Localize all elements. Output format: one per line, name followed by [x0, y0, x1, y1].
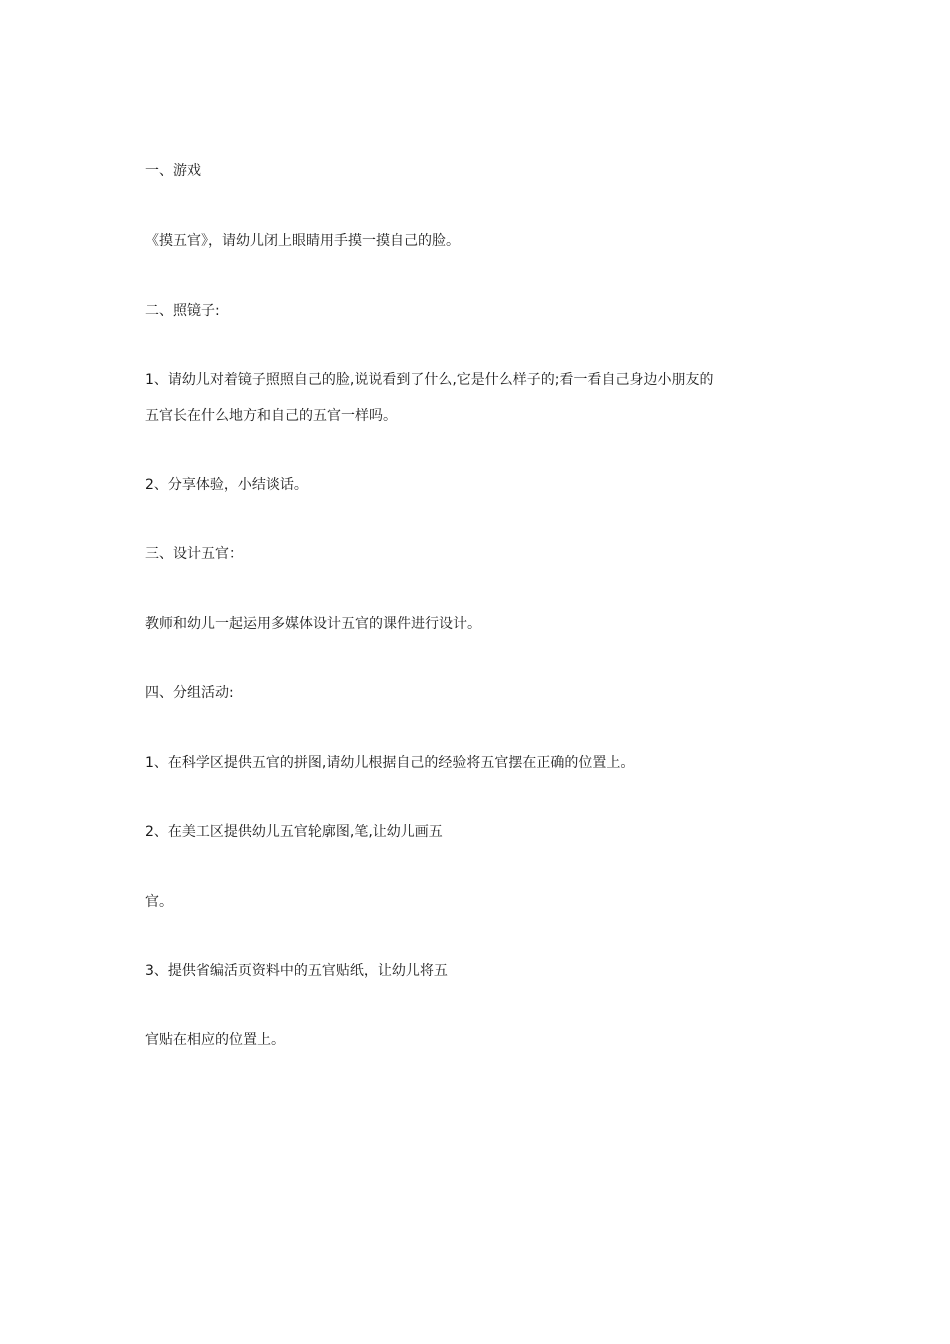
- group-activity-3-line-2: 官贴在相应的位置上。: [145, 1032, 285, 1048]
- design-description: 教师和幼儿一起运用多媒体设计五官的课件进行设计。: [145, 616, 481, 632]
- group-activity-3-line-1: 3、提供省编活页资料中的五官贴纸，让幼儿将五: [145, 963, 448, 979]
- mirror-step-2: 2、分享体验，小结谈话。: [145, 477, 308, 493]
- section-heading-mirror: 二、照镜子:: [145, 303, 220, 319]
- group-activity-2-line-1: 2、在美工区提供幼儿五官轮廓图,笔,让幼儿画五: [145, 824, 443, 840]
- group-activity-2-line-2: 官。: [145, 894, 173, 910]
- section-heading-game: 一、游戏: [145, 163, 201, 179]
- mirror-step-1-line-2: 五官长在什么地方和自己的五官一样吗。: [145, 408, 397, 424]
- section-heading-design: 三、设计五官：: [145, 546, 243, 562]
- mirror-step-1-line-1: 1、请幼儿对着镜子照照自己的脸,说说看到了什么,它是什么样子的;看一看自己身边小朋友的: [145, 372, 714, 388]
- section-heading-group-activity: 四、分组活动:: [145, 685, 234, 701]
- game-description: 《摸五官》，请幼儿闭上眼睛用手摸一摸自己的脸。: [145, 233, 460, 249]
- group-activity-1: 1、在科学区提供五官的拼图,请幼儿根据自己的经验将五官摆在正确的位置上。: [145, 755, 635, 771]
